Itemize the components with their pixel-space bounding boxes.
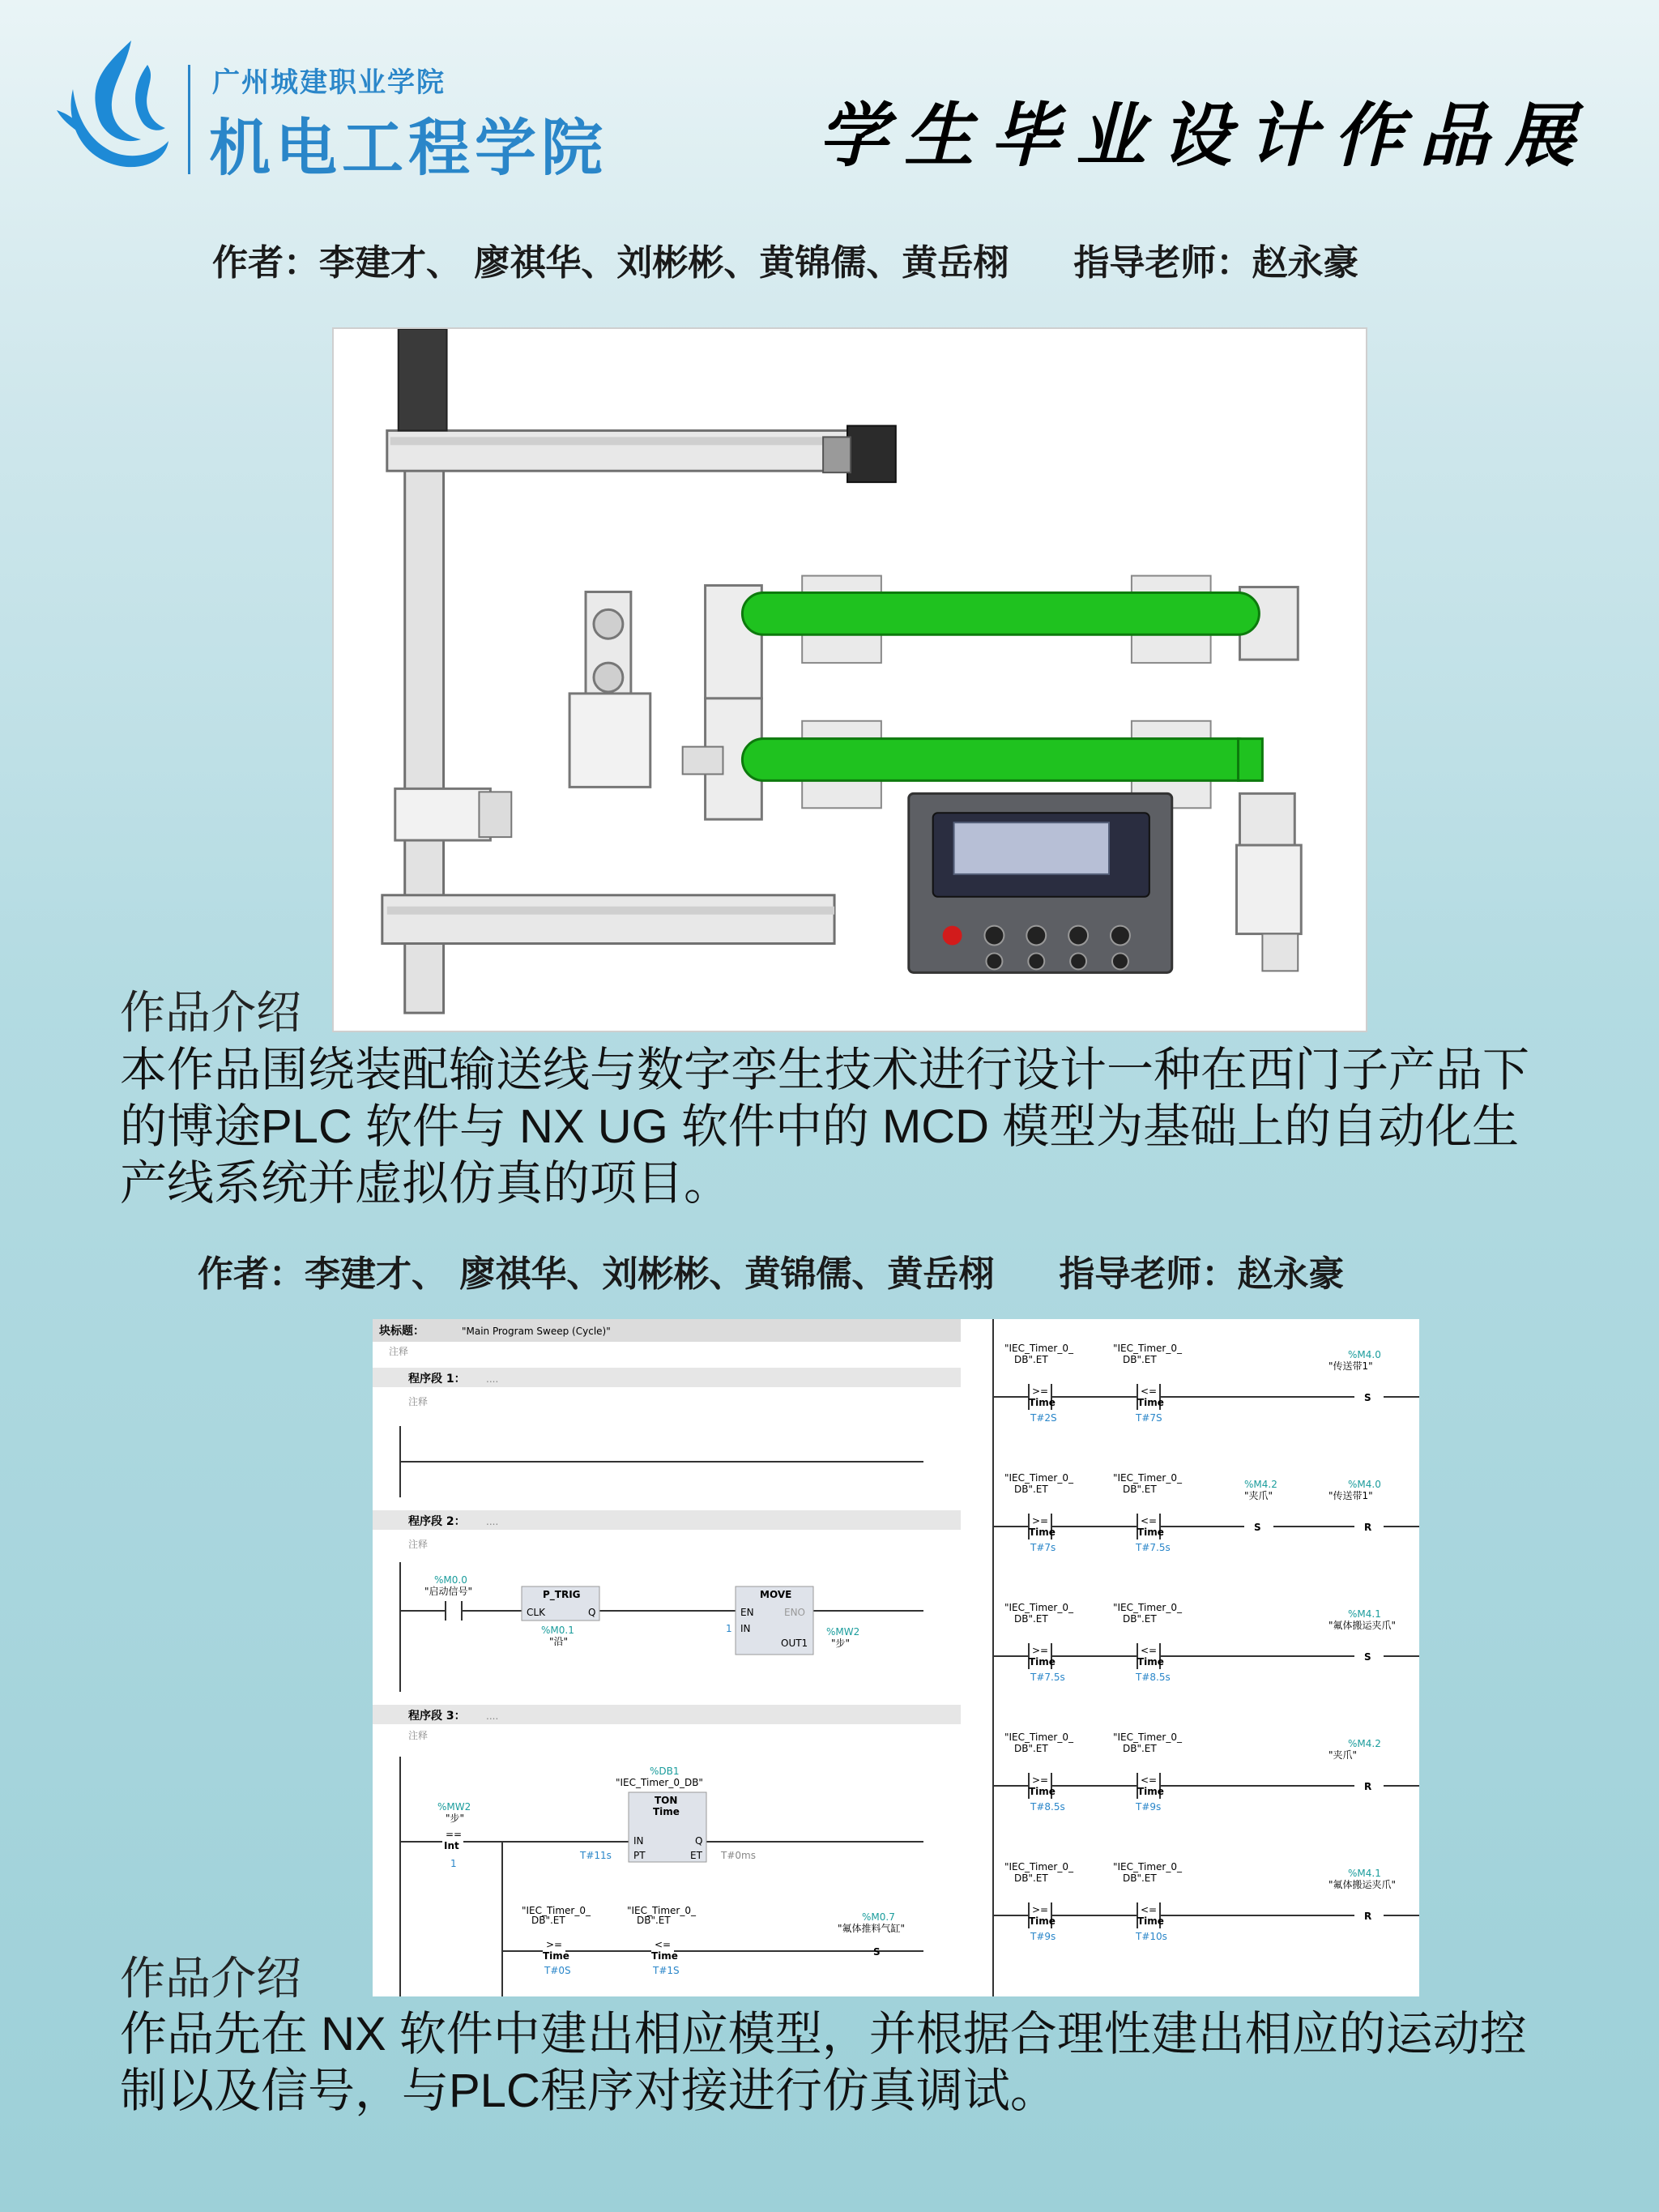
rung-1-le: <= <box>1141 1386 1158 1397</box>
segment2-comment: 注释 <box>408 1539 429 1550</box>
seg3-timer2-a: "IEC_Timer_0_ <box>627 1905 696 1916</box>
rung-5-t1: T#9s <box>1030 1931 1056 1942</box>
college-logo <box>57 32 170 178</box>
logo-divider <box>188 65 190 174</box>
rung-2-le: <= <box>1141 1515 1158 1527</box>
rung-3-ge: >= <box>1032 1645 1049 1656</box>
rung-3-coil-tag: %M4.1 <box>1348 1608 1381 1620</box>
section1-title: 作品介绍 <box>120 989 301 1039</box>
rung-5-coil-type: R <box>1364 1911 1372 1922</box>
block-title-value: "Main Program Sweep (Cycle)" <box>462 1326 611 1337</box>
rung-3-timer1-b: DB".ET <box>1014 1613 1048 1625</box>
rung-3-timer2-a: "IEC_Timer_0_ <box>1113 1602 1182 1613</box>
rung-1-timer2-a: "IEC_Timer_0_ <box>1113 1343 1182 1354</box>
school-name: 广州城建职业学院 <box>212 66 446 99</box>
rung-4-timer1-b: DB".ET <box>1014 1743 1048 1754</box>
rung-5-le: <= <box>1141 1904 1158 1915</box>
m07-tag: %M0.7 <box>862 1911 895 1923</box>
move-eno: ENO <box>784 1607 806 1618</box>
seg3-timer1-a: "IEC_Timer_0_ <box>522 1905 591 1916</box>
rung-5-coil-name: "氟体搬运夹爪" <box>1328 1879 1397 1890</box>
segment3-ellipsis: .... <box>486 1710 499 1722</box>
advisor-text: 指导老师：赵永豪 <box>1073 242 1359 284</box>
block-title-label: 块标题： <box>379 1325 424 1338</box>
move-en: EN <box>740 1607 754 1618</box>
rung-5-t2: T#10s <box>1136 1931 1167 1942</box>
gantry-carriage <box>395 788 491 840</box>
seg3-le: <= <box>655 1939 672 1950</box>
rung-5-ge-type: Time <box>1029 1915 1056 1927</box>
advisor-text: 指导老师：赵永豪 <box>1059 1253 1345 1295</box>
block-comment: 注释 <box>389 1346 409 1357</box>
conveyor-belt-2 <box>742 739 1259 781</box>
rung-4-timer1-a: "IEC_Timer_0_ <box>1004 1732 1073 1743</box>
rung-3-le: <= <box>1141 1645 1158 1656</box>
rung-2-coil0-tag: %M4.2 <box>1244 1479 1277 1490</box>
rung-3-coil-name: "氟体搬运夹爪" <box>1328 1620 1397 1631</box>
segment1-ellipsis: .... <box>486 1373 499 1385</box>
rung-3-timer2-b: DB".ET <box>1123 1613 1157 1625</box>
seg3-timer1-b: DB".ET <box>531 1915 565 1926</box>
plc-ladder-figure <box>373 1319 1419 1996</box>
rung-4-coil-tag: %M4.2 <box>1348 1738 1381 1749</box>
rung-2-timer1-b: DB".ET <box>1014 1484 1048 1495</box>
segment3-label: 程序段 3： <box>408 1710 466 1723</box>
ptrig-clk: CLK <box>527 1607 545 1618</box>
move-label: MOVE <box>760 1589 792 1600</box>
college-name: 机电工程学院 <box>209 112 608 184</box>
ptrig-q: Q <box>588 1607 596 1618</box>
rung-2-coil-tag: %M4.0 <box>1348 1479 1381 1490</box>
exhibition-title: 学生毕业设计作品展 <box>818 95 1591 177</box>
rung-1-coil-tag: %M4.0 <box>1348 1349 1381 1360</box>
segment1-label: 程序段 1： <box>408 1373 466 1386</box>
section2-text: 作品先在 NX 软件中建出相应模型，并根据合理性建出相应的运动控制以及信号，与PLC程序对接进行仿真调试。 <box>120 2008 1527 2117</box>
segment1-comment: 注释 <box>408 1396 429 1407</box>
rung-4-ge: >= <box>1032 1774 1049 1786</box>
seg3-t0s: T#0S <box>544 1965 571 1976</box>
m00-tag: %M0.0 <box>434 1574 467 1586</box>
servo-motor <box>847 425 896 482</box>
seg3-ge-type: Time <box>543 1950 569 1962</box>
mw2-tag: %MW2 <box>826 1626 860 1638</box>
rung-1-ge-type: Time <box>1029 1397 1056 1408</box>
rung-2-le-type: Time <box>1137 1527 1164 1538</box>
move-in-value: 1 <box>726 1623 732 1634</box>
rung-2-timer2-b: DB".ET <box>1123 1484 1157 1495</box>
authors-text: 作者：李建才、 廖祺华、刘彬彬、黄锦儒、黄岳栩 <box>198 1253 995 1295</box>
rung-2-coil-type: R <box>1364 1522 1372 1533</box>
rung-1-timer1-a: "IEC_Timer_0_ <box>1004 1343 1073 1354</box>
segment2-label: 程序段 2： <box>408 1515 466 1528</box>
db1-name: "IEC_Timer_0_DB" <box>616 1777 703 1788</box>
move-in: IN <box>740 1623 751 1634</box>
rung-3-coil-type: S <box>1364 1651 1371 1663</box>
rung-2-timer1-a: "IEC_Timer_0_ <box>1004 1472 1073 1484</box>
rung-2-t2: T#7.5s <box>1136 1542 1171 1553</box>
rung-2-ge: >= <box>1032 1515 1049 1527</box>
conveyor-belt-1 <box>742 592 1259 634</box>
gantry-motor-top <box>399 329 447 430</box>
rung-5-ge: >= <box>1032 1904 1049 1915</box>
rung-1-le-type: Time <box>1137 1397 1164 1408</box>
m01-name: "沿" <box>549 1636 569 1647</box>
block-title-bar <box>373 1319 961 1342</box>
rung-5-timer2-a: "IEC_Timer_0_ <box>1113 1861 1182 1873</box>
cmp-one: 1 <box>450 1858 457 1869</box>
mcd-model-figure <box>332 327 1367 1032</box>
m00-name: "启动信号" <box>424 1586 473 1597</box>
rung-5-timer2-b: DB".ET <box>1123 1873 1157 1884</box>
rung-5-timer1-a: "IEC_Timer_0_ <box>1004 1861 1073 1873</box>
section2-title: 作品介绍 <box>120 1954 301 2005</box>
top-rail <box>387 430 855 471</box>
rung-3-ge-type: Time <box>1029 1656 1056 1668</box>
rung-3-t2: T#8.5s <box>1136 1672 1171 1683</box>
rung-1-coil-type: S <box>1364 1392 1371 1403</box>
rung-3-le-type: Time <box>1137 1656 1164 1668</box>
seg3-mw2-name: "步" <box>446 1813 465 1824</box>
rung-1-timer2-b: DB".ET <box>1123 1354 1157 1365</box>
ton-in: IN <box>633 1835 644 1847</box>
rung-1-t1: T#2S <box>1030 1412 1057 1424</box>
rung-5-coil-tag: %M4.1 <box>1348 1868 1381 1879</box>
rung-1-t2: T#7S <box>1136 1412 1162 1424</box>
rung-4-ge-type: Time <box>1029 1786 1056 1797</box>
rung-3-t1: T#7.5s <box>1030 1672 1065 1683</box>
rung-2-ge-type: Time <box>1029 1527 1056 1538</box>
rung-1-coil-name: "传送带1" <box>1328 1360 1373 1372</box>
rung-2-coil0-name: "夹爪" <box>1244 1490 1273 1501</box>
ton-pt: PT <box>633 1850 646 1861</box>
seg3-timer2-b: DB".ET <box>637 1915 671 1926</box>
rung-5-le-type: Time <box>1137 1915 1164 1927</box>
seg3-t1s: T#1S <box>653 1965 680 1976</box>
rung-1-ge: >= <box>1032 1386 1049 1397</box>
rung-4-le-type: Time <box>1137 1786 1164 1797</box>
section1-text: 本作品围绕装配输送线与数字孪生技术进行设计一种在西门子产品下的博途PLC 软件与 NX UG 软件中的 MCD 模型为基础上的自动化生产线系统并虚拟仿真的项目。 <box>120 1044 1530 1210</box>
segment2-ellipsis: .... <box>486 1516 499 1527</box>
segment3-comment: 注释 <box>408 1730 429 1741</box>
rung-4-t2: T#9s <box>1136 1801 1162 1813</box>
authors-text: 作者：李建才、 廖祺华、刘彬彬、黄锦儒、黄岳栩 <box>212 242 1009 284</box>
rung-4-le: <= <box>1141 1774 1158 1786</box>
rung-4-coil-name: "夹爪" <box>1328 1749 1358 1761</box>
rung-4-coil-type: R <box>1364 1781 1372 1792</box>
credits-line-top <box>212 233 1358 285</box>
credits-line-bottom <box>198 1245 1344 1296</box>
rung-2-timer2-a: "IEC_Timer_0_ <box>1113 1472 1182 1484</box>
rung-4-timer2-b: DB".ET <box>1123 1743 1157 1754</box>
move-out1: OUT1 <box>781 1638 808 1649</box>
bottom-rail <box>382 895 834 944</box>
rung-4-timer2-a: "IEC_Timer_0_ <box>1113 1732 1182 1743</box>
db1-tag: %DB1 <box>650 1766 680 1777</box>
rung-5-timer1-b: DB".ET <box>1014 1873 1048 1884</box>
ton-label: TON <box>655 1795 678 1806</box>
ton-q: Q <box>695 1835 703 1847</box>
cmp-int: Int <box>444 1840 459 1851</box>
seg3-mw2-tag: %MW2 <box>437 1801 471 1813</box>
rung-1-timer1-b: DB".ET <box>1014 1354 1048 1365</box>
seg3-ge: >= <box>546 1939 563 1950</box>
m07-coil: S <box>873 1946 881 1958</box>
rung-4-t1: T#8.5s <box>1030 1801 1065 1813</box>
rung-3-timer1-a: "IEC_Timer_0_ <box>1004 1602 1073 1613</box>
rung-2-coil0-type: S <box>1254 1522 1261 1533</box>
ton-et: ET <box>690 1850 702 1861</box>
ton-et-value: T#0ms <box>721 1850 756 1861</box>
seg3-le-type: Time <box>651 1950 678 1962</box>
right-ladder-rungs <box>993 1319 1419 1996</box>
rung-2-coil-name: "传送带1" <box>1328 1490 1373 1501</box>
m01-tag: %M0.1 <box>541 1625 574 1636</box>
cmp-eq: == <box>446 1829 463 1840</box>
rung-2-t1: T#7s <box>1030 1542 1056 1553</box>
ton-pt-value: T#11s <box>580 1850 612 1861</box>
ton-time: Time <box>653 1806 680 1817</box>
m07-name: "氟体推料气缸" <box>838 1923 906 1934</box>
mw2-name: "步" <box>831 1638 851 1649</box>
ptrig-label: P_TRIG <box>543 1589 581 1600</box>
